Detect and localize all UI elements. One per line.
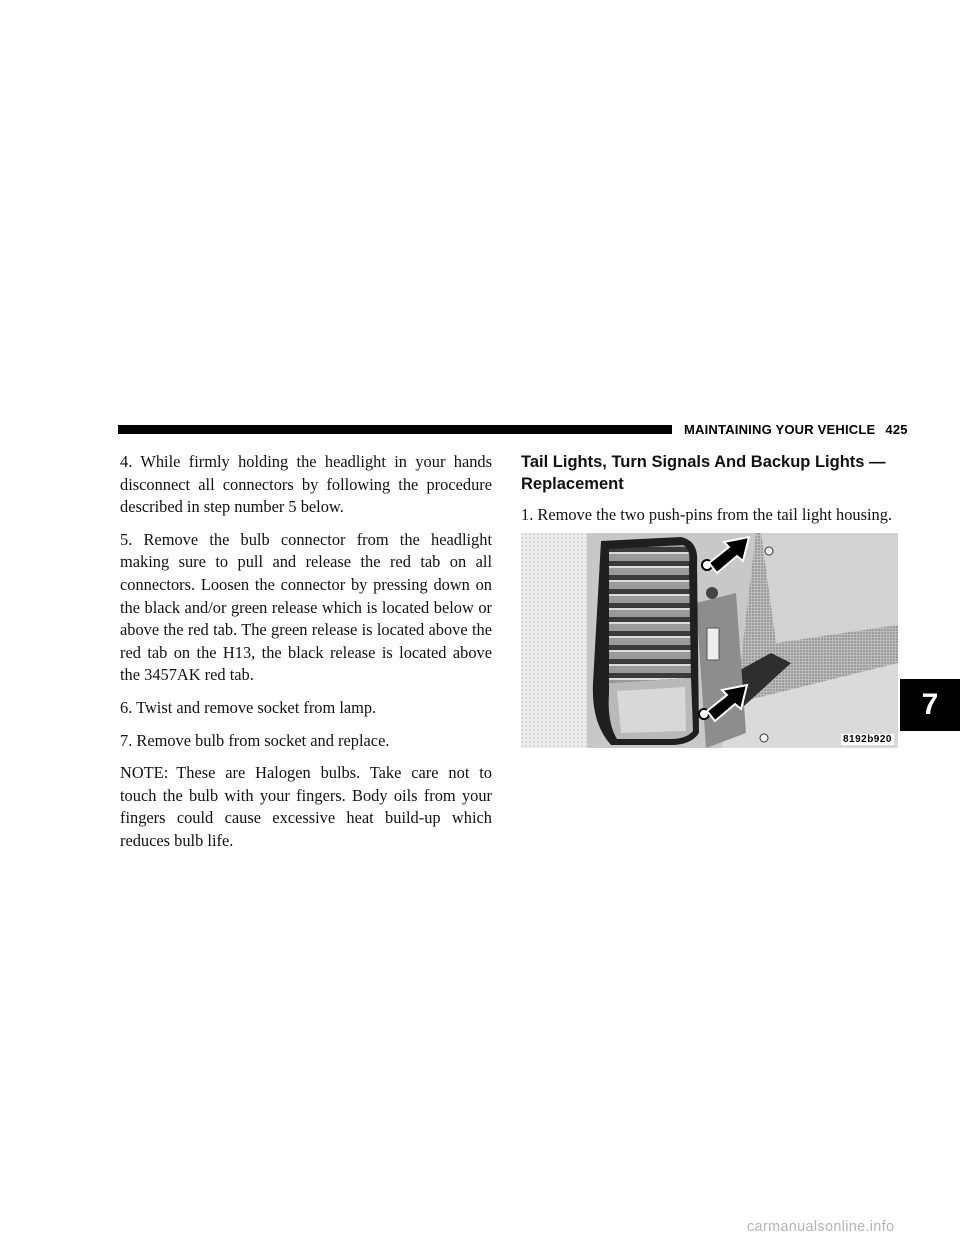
running-header xyxy=(684,422,908,437)
step-4-paragraph: 4. While firmly holding the headlight in your hands disconnect all connectors by following the procedure described in step number 5 below. xyxy=(120,452,492,517)
right-column xyxy=(521,451,901,748)
tail-light-illustration xyxy=(521,533,898,748)
step-1-paragraph: 1. Remove the two push-pins from the tail light housing. xyxy=(521,505,893,524)
step-5-paragraph: 5. Remove the bulb connector from the headlight making sure to pull and release the red tab on all connectors. Loosen the connector by pressing down on the black and/or green release which is located below or above the red tab. The green release is located above the red tab on the H13, the black release is located above the 3457AK red tab. xyxy=(120,529,492,685)
header-rule xyxy=(118,425,672,434)
watermark-link[interactable]: carmanualsonline.info xyxy=(747,1219,895,1235)
tail-light-figure xyxy=(521,533,898,748)
step-7-paragraph: 7. Remove bulb from socket and replace. xyxy=(120,730,390,750)
note-text: These are Halogen bulbs. Take care not to touch the bulb with your fingers. Body oils from your fingers could cause excessive heat build-up which reduces bulb life. xyxy=(120,763,492,850)
note-paragraph xyxy=(120,762,492,852)
note-label: NOTE: xyxy=(120,763,169,783)
page-number: 425 xyxy=(885,422,908,437)
step-6-paragraph: 6. Twist and remove socket from lamp. xyxy=(120,697,377,717)
left-column xyxy=(120,451,492,863)
header-title: MAINTAINING YOUR VEHICLE xyxy=(684,422,876,437)
figure-label: 8192b920 xyxy=(842,733,892,745)
chapter-tab: 7 xyxy=(900,679,960,731)
section-heading: Tail Lights, Turn Signals And Backup Lights — Replacement xyxy=(521,453,886,493)
